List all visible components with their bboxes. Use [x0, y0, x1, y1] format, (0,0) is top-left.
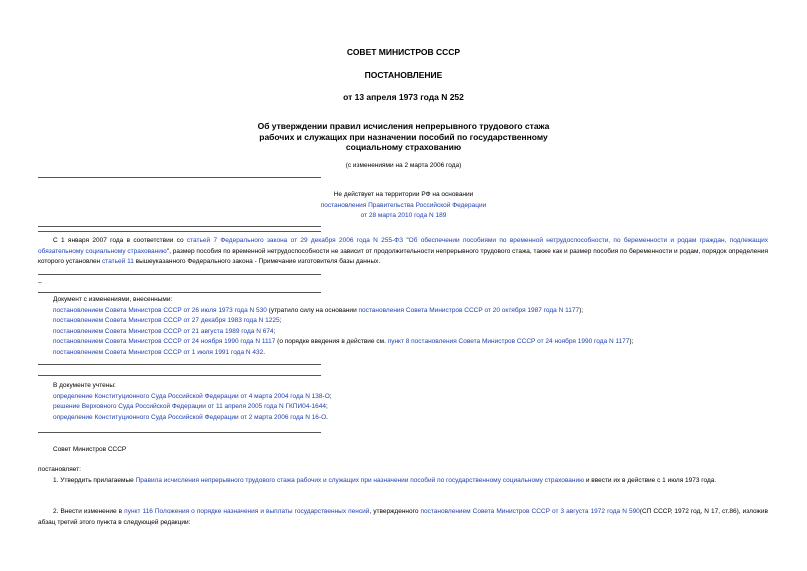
divider [38, 226, 321, 227]
list-item: постановлением Совета Министров СССР от 21 августа 1989 года N 674; [53, 327, 276, 335]
divider [38, 432, 321, 433]
amendments-heading: Документ с изменениями, внесенными: [53, 296, 173, 303]
divider [38, 364, 321, 365]
list-item: постановлением Совета Министров СССР от 1 июля 1991 года N 432. [53, 348, 266, 356]
title-line: социальному страхованию [345, 142, 462, 152]
amendments-list [53, 295, 633, 358]
divider [38, 274, 321, 275]
list-item: постановлением Совета Министров СССР от 26 июля 1973 года N 530 (утратило силу на основании постановления Совета Министров СССР от 20 октября 1987 года N 1177); [53, 306, 584, 314]
document-date-number: от 13 апреля 1973 года N 252 [343, 92, 464, 102]
resolves-text: постановляет: [38, 466, 81, 473]
list-item: определение Конституционного Суда Российской Федерации от 4 марта 2004 года N 138-О; [53, 392, 332, 400]
considered-list [53, 381, 332, 423]
status-link-date[interactable]: от 28 марта 2010 года N 189 [360, 212, 447, 219]
editor-note: С 1 января 2007 года в соответствии со статьей 7 Федерального закона от 29 декабря 2006 года N 255-ФЗ "Об обеспечении пособиями по временной нетрудоспособности, по беременности и родам граждан, подлежащих обязательному социальному страхованию", размер пособия по временной нетрудоспособности не зависит от продолжительности непрерывного трудового стажа, также как и размер пособия по беременности и родам, порядок определения которого установлен статьей 11 вышеуказанного Федерального закона - Примечание изготовителя базы данных. [38, 237, 769, 265]
article-11-link[interactable]: статьей 11 [102, 258, 134, 265]
considered-heading: В документе учтены: [53, 382, 116, 389]
list-item: определение Конституционного Суда Российской Федерации от 2 марта 2006 года N 16-О. [53, 413, 328, 421]
amendment-date-note: (с изменениями на 2 марта 2006 года) [345, 162, 462, 169]
status-notice [0, 190, 807, 222]
title-line: Об утверждении правил исчисления непрерывного трудового стажа [257, 121, 550, 131]
rules-link[interactable]: Правила исчисления непрерывного трудового стажа рабочих и служащих при назначении пособий по государственному социальному страхованию [135, 477, 585, 484]
law-article-link[interactable]: статьей 7 Федерального закона от 29 декабря 2006 года N 255-ФЗ [186, 237, 404, 244]
document-title [0, 121, 807, 153]
list-item: постановлением Совета Министров СССР от 24 ноября 1990 года N 1117 (о порядке введения в действие см. пункт 8 постановления Совета Министров СССР от 24 ноября 1990 года N 1177); [53, 338, 634, 345]
council-name: Совет Министров СССР [53, 446, 127, 453]
title-line: рабочих и служащих при назначении пособий по государственному [259, 131, 548, 142]
divider [38, 292, 321, 293]
paragraph-1: 1. Утвердить прилагаемые Правила исчисления непрерывного трудового стажа рабочих и служащих при назначении пособий по государственному социальному страхованию и ввести их в действие с 1 июля 1973 года. [53, 477, 717, 484]
status-text: Не действует на территории РФ на основании [333, 191, 474, 198]
divider [38, 375, 321, 376]
law-title-link[interactable]: Об обеспечении пособиями по временной нетрудоспособности, по беременности и родам граждан, подлежащих обязательному социальному страхованию [38, 237, 768, 255]
document-type: ПОСТАНОВЛЕНИЕ [364, 70, 443, 80]
divider [38, 231, 321, 232]
dash-mark: – [38, 279, 42, 286]
list-item: постановлением Совета Министров СССР от 27 декабря 1983 года N 1225; [53, 317, 282, 324]
status-link[interactable]: постановления Правительства Российской Федерации [320, 201, 487, 209]
paragraph-2: 2. Внести изменение в пункт 116 Положения о порядке назначения и выплаты государственных пенсий, утвержденного постановлением Совета Министров СССР от 3 августа 1972 года N 590(СП СССР, 1972 год, N 17, ст.86), изложив абзац третий этого пункта в следующей редакции: [38, 508, 768, 526]
issuing-body: СОВЕТ МИНИСТРОВ СССР [346, 47, 461, 57]
resolution-590-link[interactable]: постановлением Совета Министров СССР от 3 августа 1972 года N 590 [420, 508, 640, 515]
divider [38, 177, 321, 178]
list-item: решение Верховного Суда Российской Федерации от 11 апреля 2005 года N ГКПИ04-1644; [53, 403, 328, 410]
pension-regulation-link[interactable]: пункт 116 Положения о порядке назначения и выплаты государственных пенсий [124, 508, 370, 515]
